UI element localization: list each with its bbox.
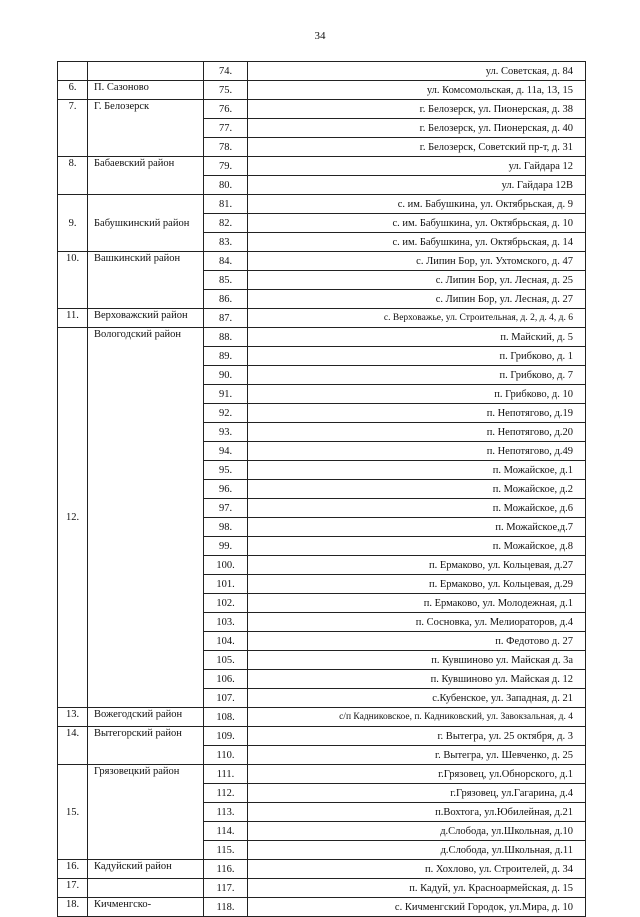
address-cell: п. Грибково, д. 7 bbox=[248, 366, 586, 385]
row-index: 102. bbox=[204, 594, 248, 613]
address-cell: д.Слобода, ул.Школьная, д.10 bbox=[248, 822, 586, 841]
address-cell: г.Грязовец, ул.Гагарина, д.4 bbox=[248, 784, 586, 803]
row-index: 111. bbox=[204, 765, 248, 784]
row-index: 101. bbox=[204, 575, 248, 594]
row-index: 87. bbox=[204, 309, 248, 328]
table-row bbox=[58, 860, 586, 879]
address-cell: п. Непотягово, д.49 bbox=[248, 442, 586, 461]
district-number: 9. bbox=[58, 195, 88, 252]
district-number: 12. bbox=[58, 328, 88, 708]
row-index: 89. bbox=[204, 347, 248, 366]
address-cell: п. Грибково, д. 1 bbox=[248, 347, 586, 366]
row-index: 93. bbox=[204, 423, 248, 442]
district-name: Вытегорский район bbox=[88, 727, 204, 765]
row-index: 79. bbox=[204, 157, 248, 176]
table-row bbox=[58, 62, 586, 81]
address-cell: г.Грязовец, ул.Обнорского, д.1 bbox=[248, 765, 586, 784]
address-cell: с. им. Бабушкина, ул. Октябрьская, д. 14 bbox=[248, 233, 586, 252]
address-cell: г. Белозерск, ул. Пионерская, д. 38 bbox=[248, 100, 586, 119]
row-index: 97. bbox=[204, 499, 248, 518]
row-index: 109. bbox=[204, 727, 248, 746]
row-index: 116. bbox=[204, 860, 248, 879]
address-cell: п. Можайское, д.1 bbox=[248, 461, 586, 480]
address-cell: с.Кубенское, ул. Западная, д. 21 bbox=[248, 689, 586, 708]
address-cell: п. Кадуй, ул. Красноармейская, д. 15 bbox=[248, 879, 586, 898]
district-number: 17. bbox=[58, 879, 88, 898]
address-cell: с. им. Бабушкина, ул. Октябрьская, д. 10 bbox=[248, 214, 586, 233]
row-index: 99. bbox=[204, 537, 248, 556]
address-cell: п. Кувшиново ул. Майская д. 12 bbox=[248, 670, 586, 689]
address-cell: п. Ермаково, ул. Молодежная, д.1 bbox=[248, 594, 586, 613]
row-index: 98. bbox=[204, 518, 248, 537]
address-table bbox=[57, 61, 586, 917]
district-name bbox=[88, 879, 204, 898]
district-name: Кадуйский район bbox=[88, 860, 204, 879]
row-index: 84. bbox=[204, 252, 248, 271]
row-index: 117. bbox=[204, 879, 248, 898]
row-index: 88. bbox=[204, 328, 248, 347]
district-name: Г. Белозерск bbox=[88, 100, 204, 157]
row-index: 81. bbox=[204, 195, 248, 214]
address-cell: с. Липин Бор, ул. Ухтомского, д. 47 bbox=[248, 252, 586, 271]
address-cell: п. Непотягово, д.20 bbox=[248, 423, 586, 442]
row-index: 100. bbox=[204, 556, 248, 575]
row-index: 103. bbox=[204, 613, 248, 632]
address-cell: п. Грибково, д. 10 bbox=[248, 385, 586, 404]
row-index: 95. bbox=[204, 461, 248, 480]
address-cell: с/п Кадниковское, п. Кадниковский, ул. Завокзальная, д. 4 bbox=[248, 708, 586, 727]
district-number: 11. bbox=[58, 309, 88, 328]
table-row bbox=[58, 765, 586, 784]
table-row bbox=[58, 195, 586, 214]
table-row bbox=[58, 157, 586, 176]
row-index: 77. bbox=[204, 119, 248, 138]
row-index: 91. bbox=[204, 385, 248, 404]
address-cell: п. Майский, д. 5 bbox=[248, 328, 586, 347]
row-index: 94. bbox=[204, 442, 248, 461]
row-index: 74. bbox=[204, 62, 248, 81]
row-index: 75. bbox=[204, 81, 248, 100]
district-name bbox=[88, 62, 204, 81]
address-cell: г. Белозерск, Советский пр-т, д. 31 bbox=[248, 138, 586, 157]
row-index: 112. bbox=[204, 784, 248, 803]
district-name: Вожегодский район bbox=[88, 708, 204, 727]
table-row bbox=[58, 727, 586, 746]
row-index: 107. bbox=[204, 689, 248, 708]
address-cell: г. Вытегра, ул. 25 октября, д. 3 bbox=[248, 727, 586, 746]
district-name: Бабаевский район bbox=[88, 157, 204, 195]
address-cell: ул. Советская, д. 84 bbox=[248, 62, 586, 81]
address-cell: с. Липин Бор, ул. Лесная, д. 27 bbox=[248, 290, 586, 309]
address-cell: п. Можайское, д.2 bbox=[248, 480, 586, 499]
district-number: 16. bbox=[58, 860, 88, 879]
row-index: 106. bbox=[204, 670, 248, 689]
row-index: 114. bbox=[204, 822, 248, 841]
row-index: 115. bbox=[204, 841, 248, 860]
district-name: П. Сазоново bbox=[88, 81, 204, 100]
district-name: Вашкинский район bbox=[88, 252, 204, 309]
district-number: 14. bbox=[58, 727, 88, 765]
table-row bbox=[58, 252, 586, 271]
district-number bbox=[58, 62, 88, 81]
address-cell: п. Можайское,д.7 bbox=[248, 518, 586, 537]
address-cell: п. Ермаково, ул. Кольцевая, д.29 bbox=[248, 575, 586, 594]
address-cell: с. Кичменгский Городок, ул.Мира, д. 10 bbox=[248, 898, 586, 917]
address-cell: с. Липин Бор, ул. Лесная, д. 25 bbox=[248, 271, 586, 290]
table-row bbox=[58, 81, 586, 100]
address-cell: п. Можайское, д.8 bbox=[248, 537, 586, 556]
row-index: 110. bbox=[204, 746, 248, 765]
district-number: 10. bbox=[58, 252, 88, 309]
district-number: 7. bbox=[58, 100, 88, 157]
address-cell: п. Сосновка, ул. Мелиораторов, д.4 bbox=[248, 613, 586, 632]
district-name: Грязовецкий район bbox=[88, 765, 204, 860]
row-index: 76. bbox=[204, 100, 248, 119]
address-table-body bbox=[58, 62, 586, 917]
address-cell: п. Кувшиново ул. Майская д. 3а bbox=[248, 651, 586, 670]
address-cell: п.Вохтога, ул.Юбилейная, д.21 bbox=[248, 803, 586, 822]
district-number: 6. bbox=[58, 81, 88, 100]
table-row bbox=[58, 898, 586, 917]
table-row bbox=[58, 708, 586, 727]
address-cell: с. им. Бабушкина, ул. Октябрьская, д. 9 bbox=[248, 195, 586, 214]
table-row bbox=[58, 879, 586, 898]
district-number: 13. bbox=[58, 708, 88, 727]
address-cell: г. Вытегра, ул. Шевченко, д. 25 bbox=[248, 746, 586, 765]
table-row bbox=[58, 100, 586, 119]
address-cell: п. Хохлово, ул. Строителей, д. 34 bbox=[248, 860, 586, 879]
address-cell: ул. Комсомольская, д. 11а, 13, 15 bbox=[248, 81, 586, 100]
district-number: 15. bbox=[58, 765, 88, 860]
address-cell: п. Непотягово, д.19 bbox=[248, 404, 586, 423]
district-number: 18. bbox=[58, 898, 88, 917]
row-index: 104. bbox=[204, 632, 248, 651]
row-index: 108. bbox=[204, 708, 248, 727]
row-index: 82. bbox=[204, 214, 248, 233]
address-cell: с. Верховажье, ул. Строительная, д. 2, д. 4, д. 6 bbox=[248, 309, 586, 328]
address-cell: ул. Гайдара 12В bbox=[248, 176, 586, 195]
row-index: 86. bbox=[204, 290, 248, 309]
address-cell: ул. Гайдара 12 bbox=[248, 157, 586, 176]
district-name: Бабушкинский район bbox=[88, 195, 204, 252]
row-index: 118. bbox=[204, 898, 248, 917]
address-cell: г. Белозерск, ул. Пионерская, д. 40 bbox=[248, 119, 586, 138]
address-cell: п. Федотово д. 27 bbox=[248, 632, 586, 651]
address-cell: п. Ермаково, ул. Кольцевая, д.27 bbox=[248, 556, 586, 575]
district-name: Верховажский район bbox=[88, 309, 204, 328]
row-index: 90. bbox=[204, 366, 248, 385]
district-number: 8. bbox=[58, 157, 88, 195]
row-index: 78. bbox=[204, 138, 248, 157]
row-index: 83. bbox=[204, 233, 248, 252]
row-index: 96. bbox=[204, 480, 248, 499]
table-row bbox=[58, 309, 586, 328]
district-name: Вологодский район bbox=[88, 328, 204, 708]
address-cell: д.Слобода, ул.Школьная, д.11 bbox=[248, 841, 586, 860]
row-index: 85. bbox=[204, 271, 248, 290]
address-cell: п. Можайское, д.6 bbox=[248, 499, 586, 518]
row-index: 80. bbox=[204, 176, 248, 195]
page-number: 34 bbox=[314, 30, 326, 42]
row-index: 113. bbox=[204, 803, 248, 822]
district-name: Кичменгско- bbox=[88, 898, 204, 917]
table-row bbox=[58, 328, 586, 347]
row-index: 92. bbox=[204, 404, 248, 423]
row-index: 105. bbox=[204, 651, 248, 670]
